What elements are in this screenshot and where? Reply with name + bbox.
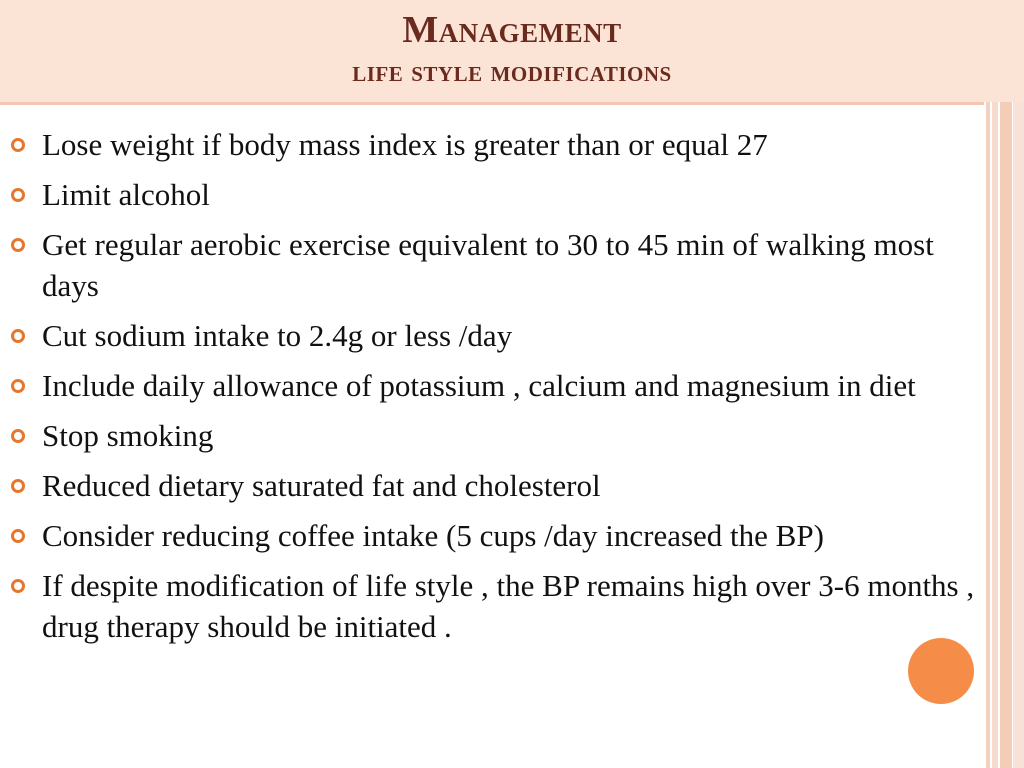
bullet-item [0,415,980,456]
slide-title: Management [402,9,622,51]
bullet-item [0,365,980,406]
bullet-text: Include daily allowance of potassium , calcium and magnesium in diet [42,368,916,403]
bullet-icon [11,188,25,202]
bullet-text: Stop smoking [42,418,214,453]
bullet-text: Cut sodium intake to 2.4g or less /day [42,318,513,353]
bullet-item [0,315,980,356]
bullet-item [0,124,980,165]
bullet-icon [11,529,25,543]
bullet-icon [11,329,25,343]
decorative-orange-circle [908,638,974,704]
bullet-text: Limit alcohol [42,177,210,212]
slide-subtitle: life style modifications [352,55,672,88]
bullet-item [0,465,980,506]
bullet-list [0,124,1024,656]
bullet-icon [11,579,25,593]
bullet-text: Lose weight if body mass index is greater than or equal 27 [42,127,768,162]
bullet-item [0,174,980,215]
bullet-item [0,515,980,556]
bullet-text: Get regular aerobic exercise equivalent to 30 to 45 min of walking most days [42,227,934,303]
bullet-item [0,565,980,647]
bullet-text: Reduced dietary saturated fat and cholesterol [42,468,601,503]
bullet-text: Consider reducing coffee intake (5 cups /day increased the BP) [42,518,824,553]
bullet-icon [11,238,25,252]
title-divider [0,102,984,105]
bullet-icon [11,379,25,393]
bullet-item [0,224,980,306]
bullet-icon [11,479,25,493]
title-band [0,0,1024,102]
bullet-icon [11,429,25,443]
bullet-text: If despite modification of life style , the BP remains high over 3-6 months , drug therapy should be initiated . [42,568,975,644]
bullet-icon [11,138,25,152]
